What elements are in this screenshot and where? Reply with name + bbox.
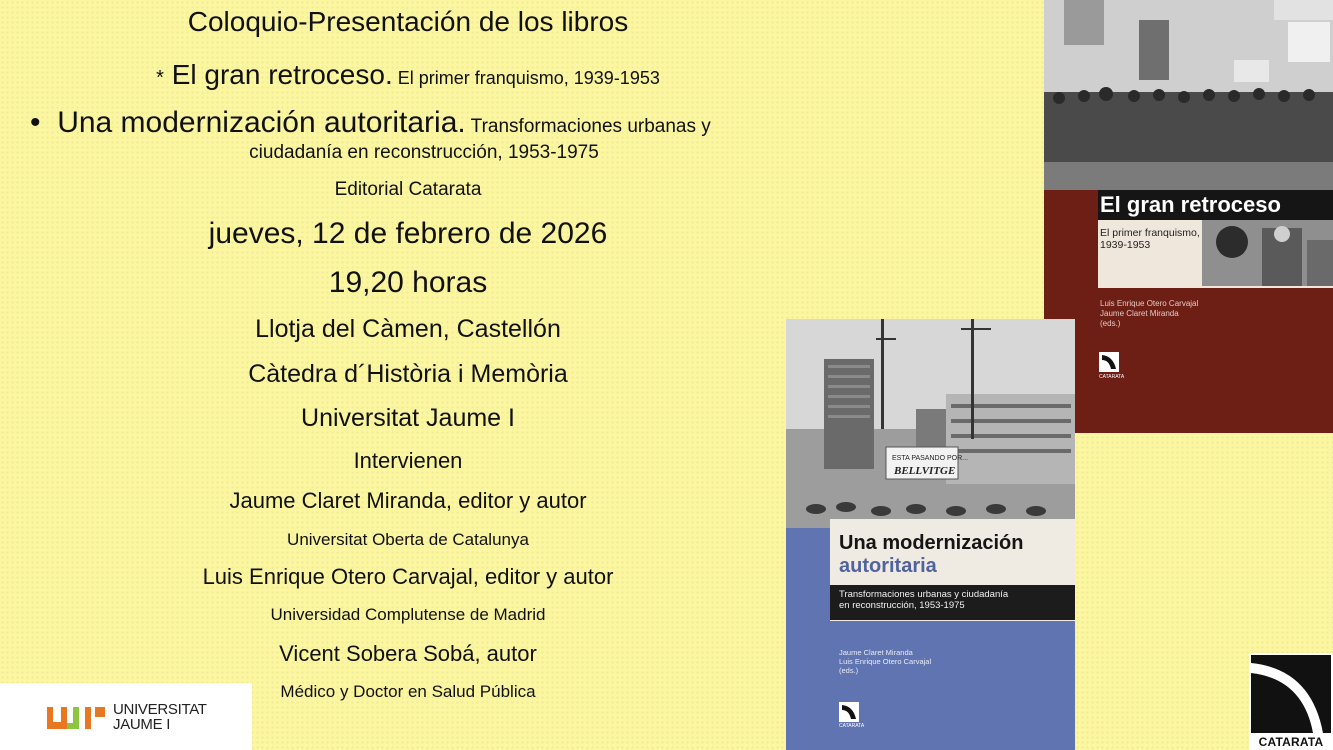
cover2-title-1: Una modernización — [839, 532, 1024, 554]
uji-mark-icon — [45, 705, 107, 731]
book-cover-una-modernizacion-autoritaria — [786, 319, 1075, 750]
bullet-icon: • — [30, 106, 41, 139]
speaker-name: Luis Enrique Otero Carvajal, editor y autor — [202, 564, 614, 589]
speaker-name: Jaume Claret Miranda, editor y autor — [229, 488, 587, 513]
cover1-subtitle — [1100, 227, 1200, 251]
catarata-logo-text: CATARATA — [1258, 735, 1324, 749]
cover2-sign-1: ESTA PASANDO POR... — [892, 455, 968, 462]
uji-logo-text — [113, 702, 207, 732]
cover2-publisher: CATARATA — [839, 723, 865, 729]
event-time: 19,20 horas — [328, 266, 488, 299]
catarata-icon — [1251, 655, 1331, 733]
cover1-subtitle-2: 1939-1953 — [1100, 239, 1151, 251]
book1-title: El gran retroceso — [171, 59, 385, 90]
cover2-sign-2: BELLVITGE — [894, 465, 956, 477]
book2-subtitle-b: ciudadanía en reconstrucción, 1953-1975 — [249, 142, 599, 163]
cover2-author-3: (eds.) — [839, 666, 859, 675]
book2-dot: . — [457, 106, 466, 139]
cover2-photo — [786, 319, 1075, 528]
cover2-subtitle-1: Transformaciones urbanas y ciudadanía — [839, 589, 1009, 600]
cover2-title-2: autoritaria — [839, 555, 937, 577]
cover1-photo — [1044, 0, 1333, 190]
speaker-affiliation: Universitat Oberta de Catalunya — [287, 530, 529, 549]
book2-subtitle-a: Transformaciones urbanas y — [465, 116, 711, 137]
speaker-affiliation: Médico y Doctor en Salud Pública — [280, 682, 536, 701]
cover2-subtitle — [839, 589, 1008, 611]
cover1-subtitle-1: El primer franquismo, — [1100, 227, 1200, 239]
speaker-affiliation: Universidad Complutense de Madrid — [270, 605, 546, 624]
uji-logo — [0, 683, 252, 750]
book1-dot: . — [384, 59, 393, 90]
speaker-name: Vicent Sobera Sobá, autor — [279, 641, 537, 666]
cover1-publisher: CATARATA — [1099, 374, 1125, 380]
catarata-small-icon — [1099, 352, 1119, 372]
uji-logo-line2: JAUME I — [113, 716, 171, 733]
event-title: Coloquio-Presentación de los libros — [187, 6, 629, 37]
book2-line — [30, 106, 830, 139]
speakers-heading: Intervienen — [353, 448, 463, 473]
book1-subtitle: El primer franquismo, 1939-1953 — [392, 68, 660, 88]
uji-logo-line1: UNIVERSITAT — [113, 701, 207, 718]
book1-star: * — [156, 67, 164, 89]
cover1-author-3: (eds.) — [1100, 319, 1121, 328]
cover1-title — [1098, 190, 1333, 220]
catarata-logo — [1249, 653, 1333, 750]
publisher: Editorial Catarata — [334, 179, 482, 200]
book1-line — [0, 60, 816, 91]
cover2-authors — [839, 648, 931, 675]
cover1-authors — [1100, 299, 1198, 329]
cover1-author-2: Jaume Claret Miranda — [1100, 309, 1179, 318]
cover1-inset-photo — [1202, 220, 1333, 286]
catarata-small-icon — [839, 702, 859, 722]
book2-title: Una modernización autoritaria — [57, 106, 458, 139]
event-university: Universitat Jaume I — [301, 404, 515, 432]
cover2-subtitle-2: en reconstrucción, 1953-1975 — [839, 600, 965, 611]
cover1-title-text: El gran retroceso — [1100, 192, 1281, 217]
event-date: jueves, 12 de febrero de 2026 — [208, 217, 608, 250]
book-cover-el-gran-retroceso — [1044, 0, 1333, 433]
cover2-author-2: Luis Enrique Otero Carvajal — [839, 657, 932, 666]
cover2-author-1: Jaume Claret Miranda — [839, 648, 913, 657]
cover1-author-1: Luis Enrique Otero Carvajal — [1100, 299, 1199, 308]
event-place: Llotja del Càmen, Castellón — [255, 315, 561, 343]
event-chair: Càtedra d´Història i Memòria — [248, 360, 568, 388]
